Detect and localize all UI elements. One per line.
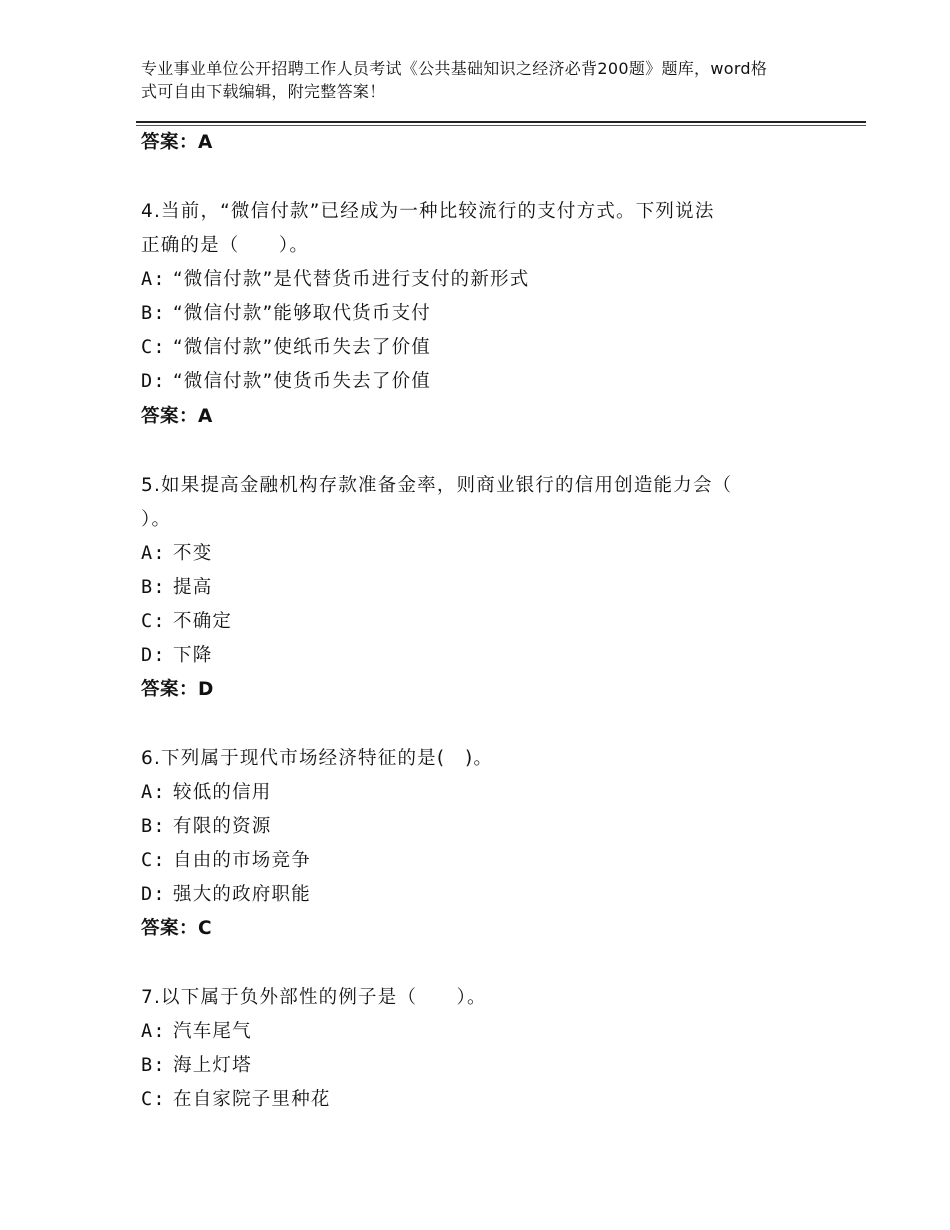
option-text: 汽车尾气	[173, 1021, 252, 1042]
option-letter: B:	[141, 1055, 166, 1076]
option-text: 下降	[173, 645, 213, 666]
question-6-option-b	[141, 814, 272, 840]
question-6-stem: 6.下列属于现代市场经济特征的是( )。	[141, 748, 494, 769]
option-letter: C:	[141, 611, 166, 632]
option-letter: B:	[141, 303, 166, 324]
question-4-stem-cont: 正确的是（ ）。	[141, 235, 310, 256]
option-letter: A:	[141, 269, 166, 290]
question-5-option-c	[141, 609, 232, 635]
question-4-option-d	[141, 369, 431, 395]
option-letter: D:	[141, 645, 166, 666]
document-header: 专业事业单位公开招聘工作人员考试《公共基础知识之经济必背200题》题库，word格式可自由下载编辑，附完整答案！	[141, 59, 768, 101]
question-4-stem: 4.当前，“微信付款”已经成为一种比较流行的支付方式。下列说法	[141, 201, 715, 222]
option-text: 提高	[173, 577, 213, 598]
question-5-option-a	[141, 541, 212, 567]
option-text: 有限的资源	[173, 816, 272, 837]
question-5-option-b	[141, 575, 212, 601]
question-7-option-c	[141, 1087, 331, 1113]
question-5-stem-cont: ）。	[141, 509, 172, 530]
option-text: 不确定	[173, 611, 233, 632]
question-7-option-b	[141, 1053, 252, 1079]
option-text: “微信付款”是代替货币进行支付的新形式	[173, 269, 530, 290]
option-letter: C:	[141, 1089, 166, 1110]
question-4-answer: 答案：A	[141, 406, 213, 427]
question-6-option-d	[141, 882, 311, 908]
question-5-option-d	[141, 643, 212, 669]
question-4-option-b	[141, 301, 431, 327]
question-5-answer: 答案：D	[141, 679, 214, 700]
header-divider-thin	[136, 125, 866, 126]
question-4-option-c	[141, 335, 431, 361]
question-4-option-a	[141, 267, 529, 293]
option-letter: B:	[141, 816, 166, 837]
option-letter: D:	[141, 371, 166, 392]
option-letter: A:	[141, 782, 166, 803]
option-text: “微信付款”使货币失去了价值	[173, 371, 431, 392]
answer-line: 答案：A	[141, 132, 213, 153]
option-text: 强大的政府职能	[173, 884, 311, 905]
option-text: 不变	[173, 543, 213, 564]
option-text: “微信付款”能够取代货币支付	[173, 303, 431, 324]
option-text: 在自家院子里种花	[173, 1089, 331, 1110]
header-divider-thick	[136, 121, 866, 123]
question-6-option-c	[141, 848, 311, 874]
option-text: 海上灯塔	[173, 1055, 252, 1076]
question-6-option-a	[141, 780, 272, 806]
question-6-answer: 答案：C	[141, 918, 213, 939]
question-5-stem: 5.如果提高金融机构存款准备金率，则商业银行的信用创造能力会（	[141, 475, 733, 496]
option-letter: A:	[141, 1021, 166, 1042]
option-letter: C:	[141, 337, 166, 358]
option-text: 较低的信用	[173, 782, 272, 803]
option-letter: A:	[141, 543, 166, 564]
option-letter: C:	[141, 850, 166, 871]
option-letter: B:	[141, 577, 166, 598]
question-7-option-a	[141, 1019, 252, 1045]
option-text: “微信付款”使纸币失去了价值	[173, 337, 431, 358]
question-7-stem: 7.以下属于负外部性的例子是（ ）。	[141, 987, 487, 1008]
option-letter: D:	[141, 884, 166, 905]
option-text: 自由的市场竞争	[173, 850, 311, 871]
